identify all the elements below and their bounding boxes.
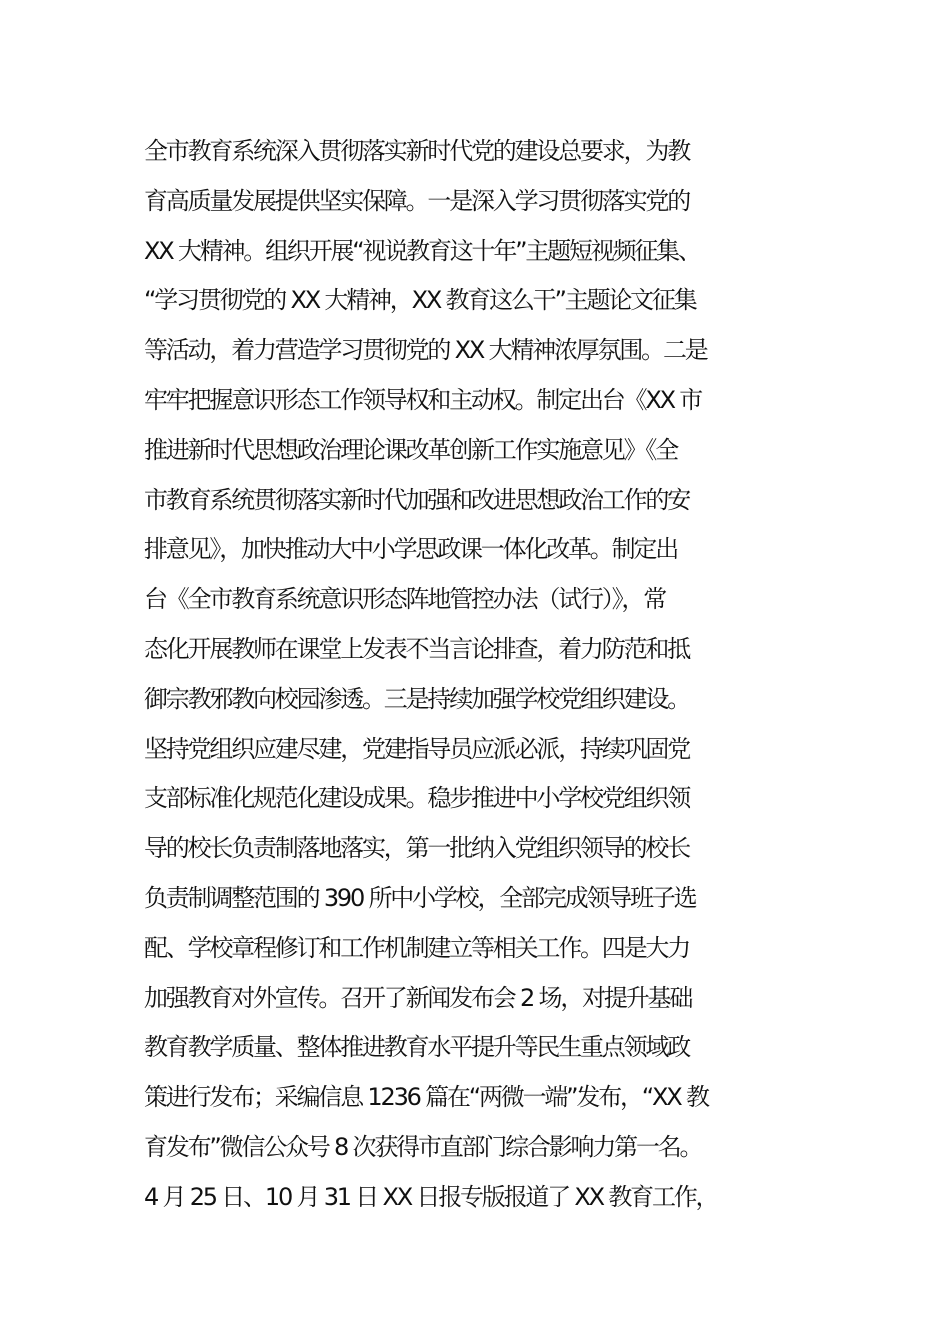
text-line: “学习贯彻党的 XX 大精神，XX 教育这么干”主题论文征集: [144, 286, 696, 315]
text-line: 教育教学质量、整体推进教育水平提升等民生重点领域政: [144, 1033, 689, 1062]
text-line: 态化开展教师在课堂上发表不当言论排查，着力防范和抵: [144, 634, 689, 663]
text-line: 市教育系统贯彻落实新时代加强和改进思想政治工作的安: [144, 485, 689, 514]
text-line: 配、学校章程修订和工作机制建立等相关工作。四是大力: [144, 933, 689, 962]
text-line: 育发布”微信公众号 8 次获得市直部门综合影响力第一名。: [144, 1132, 702, 1161]
text-line: 育高质量发展提供坚实保障。一是深入学习贯彻落实党的: [144, 186, 689, 215]
text-line: 4 月 25 日、10 月 31 日 XX 日报专版报道了 XX 教育工作，: [144, 1182, 718, 1211]
text-line: 台《全市教育系统意识形态阵地管控办法（试行）》，常: [144, 585, 665, 614]
text-line: 御宗教邪教向校园渗透。三是持续加强学校党组织建设。: [144, 684, 689, 713]
text-line: 全市教育系统深入贯彻落实新时代党的建设总要求，为教: [144, 137, 689, 165]
text-line: 坚持党组织应建尽建，党建指导员应派必派，持续巩固党: [144, 734, 689, 763]
text-line: XX 大精神。组织开展“视说教育这十年”主题短视频征集、: [144, 236, 700, 265]
text-line: 加强教育对外宣传。召开了新闻发布会 2 场，对提升基础: [144, 983, 692, 1012]
text-line: 牢牢把握意识形态工作领导权和主动权。制定出台《XX 市: [144, 385, 702, 414]
text-line: 导的校长负责制落地落实，第一批纳入党组织领导的校长: [144, 834, 689, 863]
body-paragraph: [144, 127, 844, 1223]
text-line: 支部标准化规范化建设成果。稳步推进中小学校党组织领: [144, 784, 689, 813]
text-line: 推进新时代思想政治理论课改革创新工作实施意见》《全: [144, 435, 677, 464]
text-line: 策进行发布；采编信息 1236 篇在“两微一端”发布，“XX 教: [144, 1083, 708, 1112]
text-line: 负责制调整范围的 390 所中小学校，全部完成领导班子选: [144, 883, 696, 912]
text-line: 排意见》，加快推动大中小学思政课一体化改革。制定出: [144, 535, 677, 564]
text-line: 等活动，着力营造学习贯彻党的 XX 大精神浓厚氛围。二是: [144, 336, 707, 365]
